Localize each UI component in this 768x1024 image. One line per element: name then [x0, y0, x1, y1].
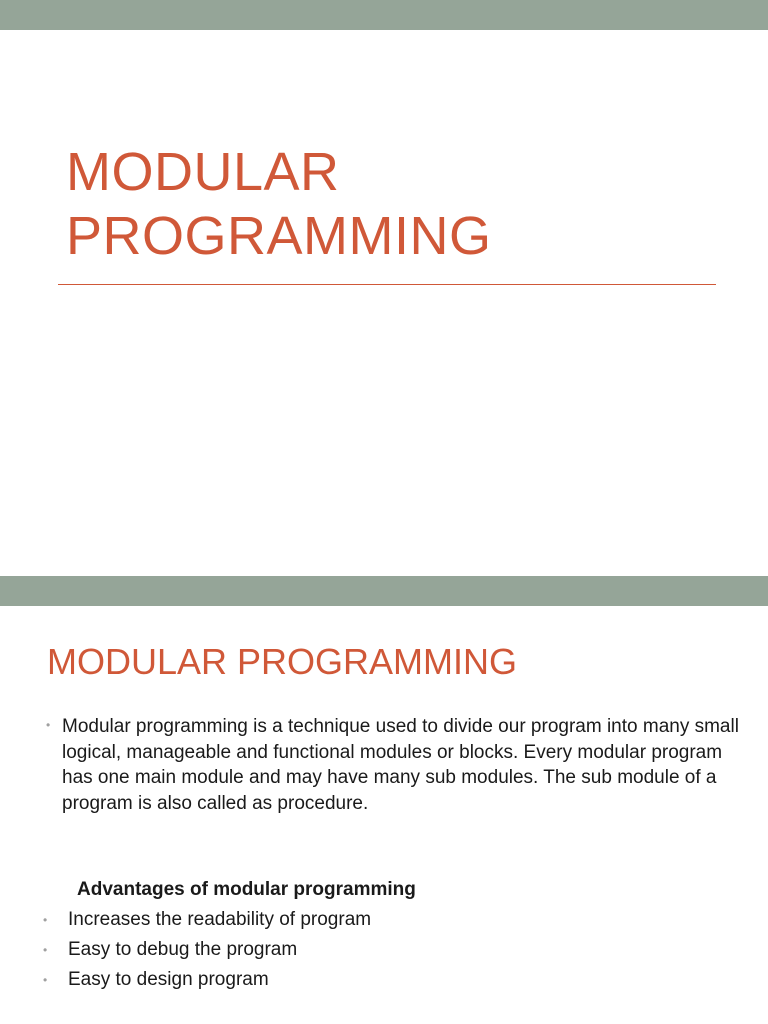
advantage-text: Increases the readability of program	[68, 909, 372, 930]
slide1-title-line2: PROGRAMMING	[66, 206, 492, 266]
advantage-text: Easy to design program	[68, 969, 269, 990]
list-item	[0, 967, 768, 997]
list-item	[0, 937, 768, 967]
bullet-icon: •	[43, 913, 48, 927]
advantage-text: Easy to debug the program	[68, 939, 298, 960]
slide1-title-line1: MODULAR	[66, 142, 340, 202]
bullet-icon: •	[43, 973, 48, 987]
advantages-heading: Advantages of modular programming	[77, 879, 416, 900]
bullet-icon: •	[43, 943, 48, 957]
title-divider	[58, 284, 716, 285]
slide2-title: MODULAR PROGRAMMING	[47, 641, 518, 682]
bullet-icon: •	[46, 718, 51, 732]
slide2-top-band	[0, 576, 768, 606]
slide1-title	[66, 140, 492, 268]
list-item	[0, 907, 768, 937]
advantages-list	[0, 907, 768, 997]
definition-paragraph: Modular programming is a technique used to divide our program into many small logical, manageable and functional modules or blocks. Every modular program has one main module and may have many sub modules. The sub module of a program is also called as procedure.	[62, 716, 739, 814]
slide1-top-band	[0, 0, 768, 30]
